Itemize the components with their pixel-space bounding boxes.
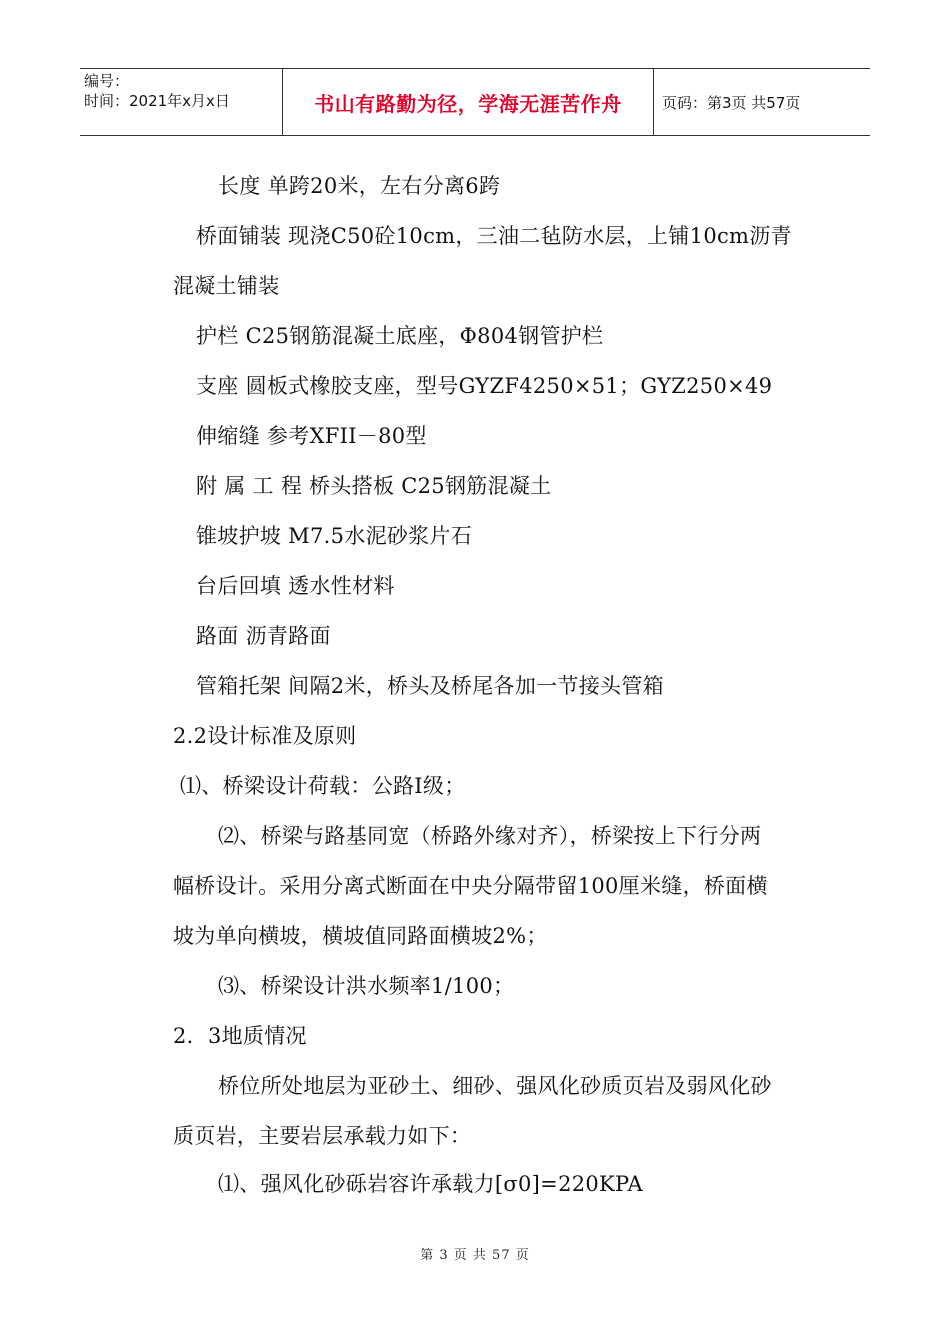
text-line: 桥位所处地层为亚砂土、细砂、强风化砂质页岩及弱风化砂: [218, 1074, 772, 1098]
text-line: ⑵、桥梁与路基同宽（桥路外缘对齐），桥梁按上下行分两: [218, 824, 762, 848]
text-line: ⑴、桥梁设计荷载：公路I级；: [180, 774, 466, 798]
text-line: 支座 圆板式橡胶支座，型号GYZF4250×51；GYZ250×49: [196, 374, 773, 398]
text-line: 长度 单跨20米，左右分离6跨: [218, 174, 501, 198]
header-motto: 书山有路勤为径，学海无涯苦作舟: [282, 69, 654, 135]
text-line: 桥面铺装 现浇C50砼10cm，三油二毡防水层，上铺10cm沥青: [196, 224, 792, 248]
text-line: 附 属 工 程 桥头搭板 C25钢筋混凝土: [196, 474, 552, 498]
text-line: 护栏 C25钢筋混凝土底座，Φ804钢管护栏: [196, 324, 604, 348]
document-date: 时间：2021年x月x日: [84, 92, 230, 110]
text-line: 坡为单向横坡，横坡值同路面横坡2%；: [173, 924, 548, 948]
text-line: 管箱托架 间隔2米，桥头及桥尾各加一节接头管箱: [196, 674, 664, 698]
text-line: 混凝土铺装: [173, 274, 280, 298]
header-left-cell: [80, 69, 282, 135]
document-number-label: 编号：: [84, 72, 130, 90]
section-heading: 2.2设计标准及原则: [173, 724, 357, 748]
text-line: 质页岩，主要岩层承载力如下：: [173, 1124, 472, 1148]
page-footer: 第 3 页 共 57 页: [420, 1248, 530, 1263]
text-line: 路面 沥青路面: [196, 624, 331, 648]
text-line: 锥坡护坡 M7.5水泥砂浆片石: [196, 524, 473, 548]
document-header: [80, 68, 870, 136]
text-line: 伸缩缝 参考XFII－80型: [196, 424, 427, 448]
text-line: ⑴、强风化砂砾岩容许承载力[σ0]=220KPA: [218, 1172, 644, 1196]
header-page-info: 页码：第3页 共57页: [662, 93, 801, 112]
text-line: 台后回填 透水性材料: [196, 574, 395, 598]
text-line: ⑶、桥梁设计洪水频率1/100；: [218, 974, 515, 998]
section-heading: 2．3地质情况: [173, 1024, 307, 1048]
text-line: 幅桥设计。采用分离式断面在中央分隔带留100厘米缝，桥面横: [173, 874, 768, 898]
